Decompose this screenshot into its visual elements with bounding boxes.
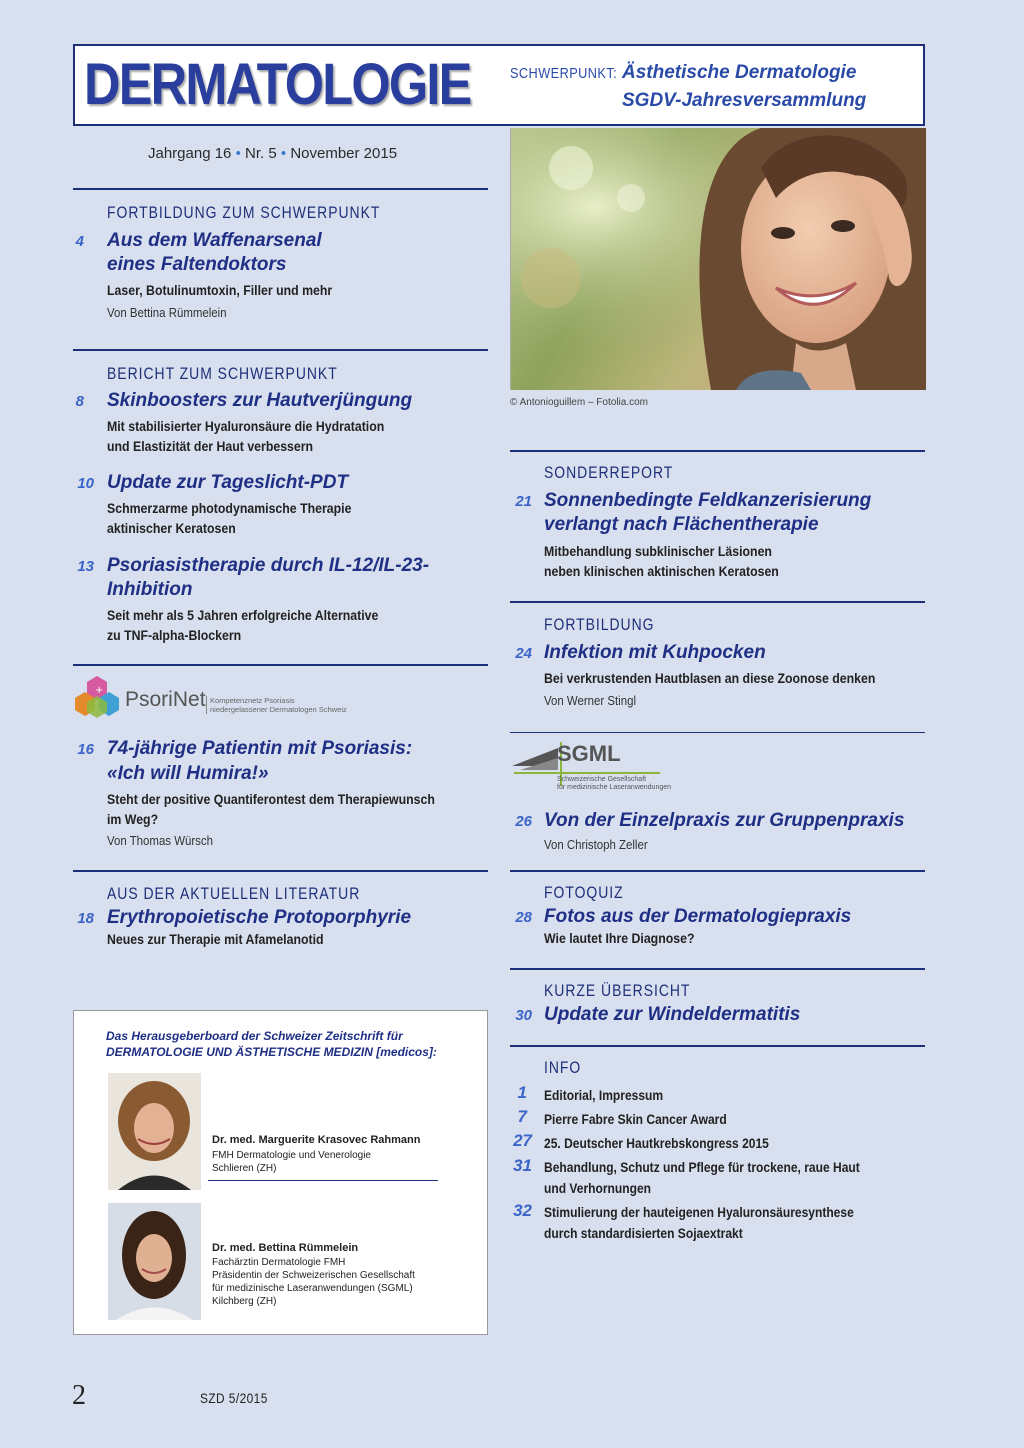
- article-author: Von Thomas Würsch: [107, 833, 213, 848]
- page-number: 24: [515, 645, 532, 662]
- info-item[interactable]: Pierre Fabre Skin Cancer Award: [544, 1111, 727, 1127]
- page-number: 27: [513, 1131, 532, 1150]
- board-member-location: Kilchberg (ZH): [212, 1296, 277, 1307]
- section-heading: SONDERREPORT: [544, 463, 674, 482]
- page-number: 4: [75, 233, 84, 250]
- article-title[interactable]: Erythropoietische Protoporphyrie: [107, 907, 412, 928]
- article-title[interactable]: Infektion mit Kuhpocken: [544, 642, 766, 663]
- page-number: 7: [517, 1107, 527, 1126]
- article-subtitle-cont: zu TNF-alpha-Blockern: [107, 627, 242, 643]
- article-subtitle-cont: und Elastizität der Haut verbessern: [107, 438, 314, 454]
- divider: [510, 601, 925, 603]
- board-title-line-2: DERMATOLOGIE UND ÄSTHETISCHE MEDIZIN [medicos]:: [106, 1045, 437, 1059]
- page-number: 13: [77, 558, 94, 575]
- info-item-cont[interactable]: durch standardisierten Sojaextrakt: [544, 1225, 743, 1241]
- psorinet-tagline-2: niedergelassener Dermatologen Schweiz: [210, 705, 347, 714]
- divider: [510, 450, 925, 452]
- page-number: 32: [513, 1201, 532, 1220]
- info-item-cont[interactable]: und Verhornungen: [544, 1180, 652, 1196]
- article-title-cont[interactable]: Inhibition: [107, 579, 193, 600]
- article-subtitle-cont: im Weg?: [107, 811, 159, 827]
- article-title[interactable]: Sonnenbedingte Feldkanzerisierung: [544, 490, 872, 511]
- article-subtitle: Bei verkrustenden Hautblasen an diese Zoonose denken: [544, 670, 876, 686]
- issue-info: [148, 145, 397, 162]
- divider: [73, 664, 488, 666]
- article-subtitle: Laser, Botulinumtoxin, Filler und mehr: [107, 282, 333, 298]
- journal-title: DERMATOLOGIE: [84, 52, 471, 117]
- info-item[interactable]: Editorial, Impressum: [544, 1087, 664, 1103]
- divider: [73, 349, 488, 351]
- section-heading: BERICHT ZUM SCHWERPUNKT: [107, 364, 338, 383]
- separator-dot: •: [280, 145, 287, 162]
- board-member-name: Dr. med. Bettina Rümmelein: [212, 1242, 359, 1254]
- woman-portrait-illustration: [511, 128, 926, 390]
- board-title-line-1: Das Herausgeberboard der Schweizer Zeitschrift für: [106, 1029, 403, 1043]
- board-member-name: Dr. med. Marguerite Krasovec Rahmann: [212, 1134, 421, 1146]
- separator-dot: •: [235, 145, 241, 162]
- photo-credit: © Antonioguillem – Fotolia.com: [510, 397, 648, 408]
- editorial-board-title: [106, 1028, 437, 1060]
- psorinet-tagline: [210, 696, 347, 714]
- info-item[interactable]: Behandlung, Schutz und Pflege für trockene, raue Haut: [544, 1159, 860, 1175]
- page-number: 28: [515, 909, 532, 926]
- page-number: 16: [77, 741, 94, 758]
- board-member-photo: [108, 1073, 201, 1190]
- divider: [510, 968, 925, 970]
- article-subtitle: Seit mehr als 5 Jahren erfolgreiche Alternative: [107, 607, 379, 623]
- article-subtitle-cont: neben klinischen aktinischen Keratosen: [544, 563, 779, 579]
- folio-page-number: 2: [72, 1380, 86, 1411]
- article-title-cont[interactable]: verlangt nach Flächentherapie: [544, 514, 819, 535]
- info-item[interactable]: 25. Deutscher Hautkrebskongress 2015: [544, 1135, 769, 1151]
- sgml-tagline-1: Schweizerische Gesellschaft: [557, 776, 647, 783]
- sgml-name: SGML: [557, 741, 621, 766]
- info-item[interactable]: Stimulierung der hauteigenen Hyaluronsäuresynthese: [544, 1204, 854, 1220]
- page-number: 18: [77, 910, 94, 927]
- section-heading: AUS DER AKTUELLEN LITERATUR: [107, 884, 361, 903]
- issue-date: November 2015: [290, 145, 398, 162]
- psorinet-name: PsoriNet: [125, 688, 206, 711]
- article-title[interactable]: 74-jährige Patientin mit Psoriasis:: [107, 738, 413, 759]
- divider: [510, 732, 925, 733]
- cover-photo: [510, 128, 926, 390]
- article-subtitle: Steht der positive Quantiferontest dem Therapiewunsch: [107, 791, 435, 807]
- schwerpunkt-topic-1: Ästhetische Dermatologie: [622, 62, 857, 83]
- article-title[interactable]: Fotos aus der Dermatologiepraxis: [544, 906, 852, 927]
- board-member-title: Fachärztin Dermatologie FMH: [212, 1257, 346, 1268]
- article-title[interactable]: Psoriasistherapie durch IL-12/IL-23-: [107, 555, 430, 576]
- psorinet-tagline-1: Kompetenznetz Psoriasis: [210, 696, 295, 705]
- divider: [510, 870, 925, 872]
- section-heading: KURZE ÜBERSICHT: [544, 981, 691, 1000]
- journal-issue-footer: SZD 5/2015: [200, 1390, 268, 1406]
- board-member-location: Schlieren (ZH): [212, 1163, 277, 1174]
- section-heading: FOTOQUIZ: [544, 883, 624, 902]
- svg-text:+: +: [95, 685, 104, 696]
- schwerpunkt-topic-2: SGDV-Jahresversammlung: [622, 90, 867, 111]
- logo-divider: [206, 696, 207, 714]
- issue-number: Nr. 5: [245, 145, 277, 162]
- divider: [510, 1045, 925, 1047]
- sgml-tagline-2: für medizinische Laseranwendungen: [557, 784, 672, 791]
- article-subtitle: Wie lautet Ihre Diagnose?: [544, 930, 695, 946]
- article-subtitle-cont: aktinischer Keratosen: [107, 520, 236, 536]
- article-subtitle: Schmerzarme photodynamische Therapie: [107, 500, 352, 516]
- article-author: Von Bettina Rümmelein: [107, 305, 227, 320]
- article-title[interactable]: Update zur Tageslicht-PDT: [107, 472, 349, 493]
- page-number: 30: [515, 1007, 532, 1024]
- article-subtitle: Mitbehandlung subklinischer Läsionen: [544, 543, 772, 559]
- page-number: 1: [517, 1083, 527, 1102]
- article-subtitle: Neues zur Therapie mit Afamelanotid: [107, 931, 324, 947]
- board-member-photo: [108, 1203, 201, 1320]
- article-title[interactable]: Update zur Windeldermatitis: [544, 1004, 801, 1025]
- page-number: 31: [513, 1156, 532, 1175]
- board-member-role: Präsidentin der Schweizerischen Gesellschaft: [212, 1270, 415, 1281]
- section-heading: INFO: [544, 1058, 582, 1077]
- article-author: Von Werner Stingl: [544, 693, 637, 708]
- article-subtitle: Mit stabilisierter Hyaluronsäure die Hydratation: [107, 418, 385, 434]
- section-heading: FORTBILDUNG ZUM SCHWERPUNKT: [107, 203, 381, 222]
- article-title-cont[interactable]: eines Faltendoktors: [107, 254, 287, 275]
- issue-jahrgang: Jahrgang 16: [148, 145, 232, 162]
- page-number: 8: [75, 393, 84, 410]
- article-title[interactable]: Von der Einzelpraxis zur Gruppenpraxis: [544, 810, 905, 831]
- psorinet-logo-icon: [73, 672, 123, 720]
- section-heading: FORTBILDUNG: [544, 615, 655, 634]
- board-divider: [208, 1180, 438, 1181]
- divider: [73, 870, 488, 872]
- divider: [73, 188, 488, 190]
- article-author: Von Christoph Zeller: [544, 837, 648, 852]
- article-title-cont[interactable]: «Ich will Humira!»: [107, 763, 269, 784]
- board-member-title: FMH Dermatologie und Venerologie: [212, 1150, 371, 1161]
- article-title[interactable]: Aus dem Waffenarsenal: [107, 230, 322, 251]
- sgml-tagline: [557, 776, 671, 792]
- page-number: 26: [515, 813, 532, 830]
- schwerpunkt-label: SCHWERPUNKT:: [510, 65, 618, 82]
- board-member-role-cont: für medizinische Laseranwendungen (SGML): [212, 1283, 413, 1294]
- article-title[interactable]: Skinboosters zur Hautverjüngung: [107, 390, 413, 411]
- page-number: 21: [515, 493, 532, 510]
- page-number: 10: [77, 475, 94, 492]
